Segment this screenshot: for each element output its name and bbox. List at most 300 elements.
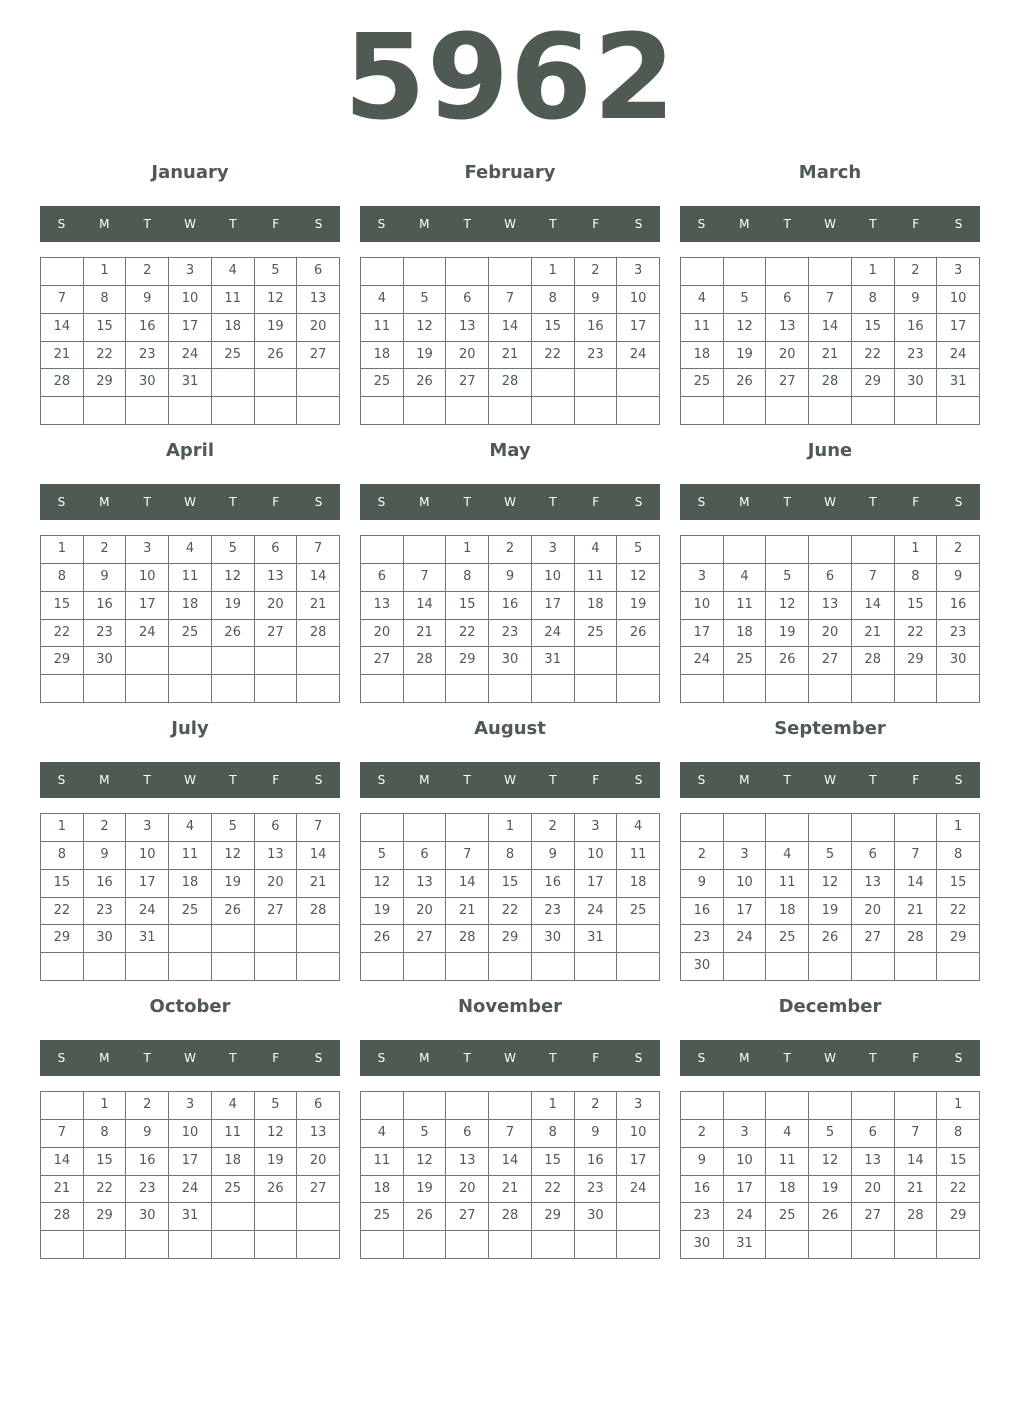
empty-cell [852, 1231, 895, 1259]
day-cell: 11 [169, 842, 212, 870]
day-cell: 23 [937, 620, 980, 648]
weekday-label: F [272, 1051, 280, 1065]
day-cell: 2 [84, 536, 127, 564]
empty-cell [361, 1231, 404, 1259]
empty-cell [446, 675, 489, 703]
day-cell: 6 [255, 814, 298, 842]
empty-cell [297, 953, 340, 981]
day-cell: 16 [84, 592, 127, 620]
day-cell: 21 [41, 342, 84, 370]
empty-cell [766, 258, 809, 286]
day-cell: 24 [169, 342, 212, 370]
day-cell: 18 [169, 592, 212, 620]
empty-cell [532, 675, 575, 703]
day-cell: 29 [937, 1203, 980, 1231]
weekday-label: T [463, 1051, 471, 1065]
weekday-label: W [504, 1051, 516, 1065]
day-cell: 18 [724, 620, 767, 648]
day-cell: 30 [937, 647, 980, 675]
empty-cell [255, 1203, 298, 1231]
empty-cell [169, 953, 212, 981]
day-cell: 22 [852, 342, 895, 370]
empty-cell [169, 397, 212, 425]
day-grid [40, 813, 340, 981]
weekday-label: S [314, 217, 323, 231]
empty-cell [681, 1092, 724, 1120]
day-cell: 3 [617, 258, 660, 286]
day-cell: 11 [212, 286, 255, 314]
day-cell: 3 [617, 1092, 660, 1120]
empty-cell [766, 397, 809, 425]
weekday-label: S [954, 495, 963, 509]
empty-cell [617, 675, 660, 703]
day-cell: 3 [532, 536, 575, 564]
weekday-label: T [549, 217, 557, 231]
day-cell: 13 [255, 842, 298, 870]
day-cell: 22 [532, 1176, 575, 1204]
day-cell: 13 [446, 1148, 489, 1176]
day-cell: 15 [41, 870, 84, 898]
empty-cell [895, 675, 938, 703]
day-cell: 22 [895, 620, 938, 648]
weekday-label: M [99, 217, 110, 231]
empty-cell [297, 647, 340, 675]
day-cell: 12 [724, 314, 767, 342]
day-cell: 20 [446, 342, 489, 370]
empty-cell [766, 953, 809, 981]
day-cell: 17 [575, 870, 618, 898]
weekday-label: M [419, 217, 430, 231]
day-cell: 27 [446, 1203, 489, 1231]
day-cell: 6 [766, 286, 809, 314]
empty-cell [895, 397, 938, 425]
empty-cell [404, 536, 447, 564]
day-cell: 21 [809, 342, 852, 370]
day-cell: 22 [41, 620, 84, 648]
day-cell: 13 [852, 870, 895, 898]
empty-cell [937, 1231, 980, 1259]
weekday-label: W [184, 217, 196, 231]
day-cell: 22 [937, 898, 980, 926]
day-cell: 23 [575, 1176, 618, 1204]
day-cell: 12 [361, 870, 404, 898]
day-cell: 10 [126, 842, 169, 870]
day-cell: 18 [617, 870, 660, 898]
day-cell: 11 [766, 870, 809, 898]
day-cell: 5 [617, 536, 660, 564]
weekday-header [680, 484, 980, 520]
day-cell: 11 [212, 1120, 255, 1148]
day-cell: 27 [852, 925, 895, 953]
empty-cell [489, 1231, 532, 1259]
empty-cell [724, 397, 767, 425]
day-cell: 25 [575, 620, 618, 648]
weekday-label: S [314, 1051, 323, 1065]
empty-cell [575, 397, 618, 425]
day-cell: 12 [255, 286, 298, 314]
day-cell: 7 [895, 842, 938, 870]
weekday-label: T [869, 217, 877, 231]
day-cell: 30 [489, 647, 532, 675]
day-cell: 29 [84, 1203, 127, 1231]
day-cell: 30 [126, 369, 169, 397]
weekday-label: T [229, 1051, 237, 1065]
day-cell: 22 [84, 342, 127, 370]
day-cell: 9 [575, 286, 618, 314]
empty-cell [126, 1231, 169, 1259]
day-cell: 11 [724, 592, 767, 620]
day-grid [360, 1091, 660, 1259]
day-cell: 3 [937, 258, 980, 286]
empty-cell [809, 397, 852, 425]
day-cell: 12 [404, 1148, 447, 1176]
day-cell: 1 [41, 814, 84, 842]
empty-cell [809, 536, 852, 564]
weekday-label: T [783, 495, 791, 509]
day-cell: 11 [361, 314, 404, 342]
day-cell: 6 [297, 1092, 340, 1120]
day-cell: 2 [681, 842, 724, 870]
day-cell: 26 [255, 1176, 298, 1204]
weekday-label: W [184, 1051, 196, 1065]
empty-cell [766, 536, 809, 564]
weekday-label: T [783, 1051, 791, 1065]
empty-cell [895, 953, 938, 981]
month-name: November [457, 996, 563, 1017]
day-cell: 1 [84, 258, 127, 286]
day-cell: 13 [361, 592, 404, 620]
day-cell: 2 [575, 258, 618, 286]
day-cell: 10 [617, 1120, 660, 1148]
empty-cell [404, 675, 447, 703]
day-cell: 5 [809, 842, 852, 870]
weekday-label: T [143, 217, 151, 231]
day-cell: 18 [361, 1176, 404, 1204]
day-cell: 16 [489, 592, 532, 620]
day-cell: 19 [361, 898, 404, 926]
day-cell: 10 [575, 842, 618, 870]
day-cell: 4 [766, 842, 809, 870]
empty-cell [937, 953, 980, 981]
day-cell: 4 [361, 1120, 404, 1148]
day-cell: 29 [489, 925, 532, 953]
weekday-label: W [824, 773, 836, 787]
day-cell: 21 [489, 1176, 532, 1204]
day-cell: 7 [41, 1120, 84, 1148]
day-cell: 24 [724, 1203, 767, 1231]
weekday-label: T [463, 217, 471, 231]
day-cell: 15 [84, 1148, 127, 1176]
empty-cell [617, 925, 660, 953]
day-cell: 1 [446, 536, 489, 564]
day-cell: 25 [361, 369, 404, 397]
empty-cell [724, 675, 767, 703]
day-cell: 26 [617, 620, 660, 648]
day-cell: 6 [404, 842, 447, 870]
day-cell: 1 [937, 814, 980, 842]
empty-cell [255, 675, 298, 703]
empty-cell [532, 1231, 575, 1259]
day-cell: 17 [126, 592, 169, 620]
empty-cell [724, 258, 767, 286]
empty-cell [446, 397, 489, 425]
day-cell: 16 [681, 898, 724, 926]
day-cell: 31 [169, 1203, 212, 1231]
day-cell: 10 [126, 564, 169, 592]
day-cell: 18 [766, 1176, 809, 1204]
day-cell: 1 [41, 536, 84, 564]
day-cell: 2 [126, 1092, 169, 1120]
day-cell: 24 [169, 1176, 212, 1204]
empty-cell [404, 258, 447, 286]
empty-cell [297, 1231, 340, 1259]
empty-cell [212, 647, 255, 675]
day-cell: 26 [766, 647, 809, 675]
empty-cell [84, 953, 127, 981]
empty-cell [84, 397, 127, 425]
day-cell: 11 [617, 842, 660, 870]
day-cell: 25 [169, 620, 212, 648]
day-cell: 19 [617, 592, 660, 620]
empty-cell [575, 369, 618, 397]
empty-cell [446, 1092, 489, 1120]
day-cell: 7 [297, 536, 340, 564]
day-cell: 29 [41, 925, 84, 953]
weekday-label: W [824, 217, 836, 231]
day-cell: 9 [937, 564, 980, 592]
day-cell: 17 [169, 314, 212, 342]
day-cell: 31 [126, 925, 169, 953]
empty-cell [489, 1092, 532, 1120]
day-cell: 4 [212, 258, 255, 286]
empty-cell [169, 675, 212, 703]
day-cell: 18 [575, 592, 618, 620]
day-cell: 12 [617, 564, 660, 592]
day-cell: 20 [255, 592, 298, 620]
weekday-header [40, 1040, 340, 1076]
empty-cell [361, 536, 404, 564]
day-cell: 22 [937, 1176, 980, 1204]
day-cell: 10 [169, 286, 212, 314]
weekday-label: S [954, 217, 963, 231]
day-cell: 26 [212, 898, 255, 926]
empty-cell [617, 647, 660, 675]
day-cell: 11 [766, 1148, 809, 1176]
day-cell: 28 [446, 925, 489, 953]
weekday-label: S [57, 217, 66, 231]
day-cell: 6 [809, 564, 852, 592]
weekday-label: S [954, 1051, 963, 1065]
day-cell: 19 [809, 1176, 852, 1204]
day-cell: 25 [681, 369, 724, 397]
empty-cell [212, 397, 255, 425]
day-cell: 17 [724, 1176, 767, 1204]
day-cell: 24 [937, 342, 980, 370]
day-cell: 30 [681, 1231, 724, 1259]
day-cell: 11 [681, 314, 724, 342]
day-cell: 19 [212, 592, 255, 620]
day-cell: 5 [361, 842, 404, 870]
day-cell: 26 [255, 342, 298, 370]
weekday-header [360, 484, 660, 520]
empty-cell [255, 397, 298, 425]
day-cell: 17 [126, 870, 169, 898]
day-grid [40, 1091, 340, 1259]
day-cell: 21 [297, 870, 340, 898]
day-cell: 15 [489, 870, 532, 898]
day-cell: 5 [255, 258, 298, 286]
empty-cell [169, 647, 212, 675]
day-grid [40, 257, 340, 425]
day-cell: 25 [617, 898, 660, 926]
weekday-label: T [549, 773, 557, 787]
day-cell: 19 [255, 314, 298, 342]
day-cell: 14 [404, 592, 447, 620]
empty-cell [681, 397, 724, 425]
day-cell: 16 [126, 314, 169, 342]
weekday-label: M [739, 1051, 750, 1065]
weekday-label: F [592, 495, 600, 509]
day-cell: 14 [41, 1148, 84, 1176]
day-cell: 6 [852, 1120, 895, 1148]
empty-cell [532, 369, 575, 397]
weekday-label: S [954, 773, 963, 787]
empty-cell [617, 397, 660, 425]
day-cell: 14 [489, 314, 532, 342]
day-cell: 20 [766, 342, 809, 370]
day-cell: 19 [766, 620, 809, 648]
empty-cell [212, 953, 255, 981]
weekday-label: S [377, 773, 386, 787]
day-cell: 25 [169, 898, 212, 926]
weekday-header [40, 206, 340, 242]
day-cell: 29 [532, 1203, 575, 1231]
day-cell: 22 [446, 620, 489, 648]
weekday-label: T [143, 495, 151, 509]
weekday-label: F [912, 217, 920, 231]
day-cell: 23 [126, 342, 169, 370]
day-cell: 15 [84, 314, 127, 342]
empty-cell [404, 1231, 447, 1259]
day-cell: 28 [489, 369, 532, 397]
month-name: August [474, 718, 546, 739]
day-cell: 18 [766, 898, 809, 926]
day-cell: 6 [361, 564, 404, 592]
day-cell: 5 [212, 536, 255, 564]
weekday-label: F [272, 217, 280, 231]
day-cell: 23 [681, 1203, 724, 1231]
day-cell: 22 [532, 342, 575, 370]
day-cell: 27 [766, 369, 809, 397]
day-cell: 22 [84, 1176, 127, 1204]
day-cell: 2 [84, 814, 127, 842]
empty-cell [446, 258, 489, 286]
day-cell: 21 [297, 592, 340, 620]
weekday-header [40, 484, 340, 520]
empty-cell [852, 953, 895, 981]
weekday-header [680, 1040, 980, 1076]
empty-cell [895, 1231, 938, 1259]
empty-cell [852, 675, 895, 703]
empty-cell [212, 675, 255, 703]
day-cell: 24 [681, 647, 724, 675]
weekday-label: T [229, 495, 237, 509]
empty-cell [937, 397, 980, 425]
empty-cell [41, 397, 84, 425]
day-cell: 14 [41, 314, 84, 342]
empty-cell [681, 814, 724, 842]
day-cell: 3 [169, 258, 212, 286]
day-cell: 22 [41, 898, 84, 926]
day-cell: 15 [937, 1148, 980, 1176]
weekday-label: S [634, 773, 643, 787]
day-cell: 29 [446, 647, 489, 675]
day-cell: 25 [212, 1176, 255, 1204]
day-cell: 11 [361, 1148, 404, 1176]
day-cell: 24 [126, 898, 169, 926]
day-cell: 14 [297, 842, 340, 870]
empty-cell [766, 814, 809, 842]
empty-cell [575, 675, 618, 703]
day-cell: 9 [126, 1120, 169, 1148]
day-cell: 19 [809, 898, 852, 926]
day-cell: 2 [575, 1092, 618, 1120]
day-cell: 10 [169, 1120, 212, 1148]
day-cell: 31 [724, 1231, 767, 1259]
empty-cell [212, 925, 255, 953]
day-cell: 29 [937, 925, 980, 953]
empty-cell [575, 647, 618, 675]
weekday-label: M [99, 1051, 110, 1065]
weekday-label: F [912, 1051, 920, 1065]
empty-cell [297, 1203, 340, 1231]
empty-cell [212, 369, 255, 397]
day-cell: 2 [126, 258, 169, 286]
day-grid [40, 535, 340, 703]
day-cell: 8 [937, 842, 980, 870]
day-cell: 18 [361, 342, 404, 370]
day-cell: 15 [532, 314, 575, 342]
empty-cell [895, 814, 938, 842]
day-cell: 7 [852, 564, 895, 592]
day-cell: 25 [766, 925, 809, 953]
empty-cell [404, 814, 447, 842]
day-cell: 17 [937, 314, 980, 342]
empty-cell [361, 675, 404, 703]
empty-cell [724, 536, 767, 564]
empty-cell [297, 925, 340, 953]
day-cell: 16 [575, 314, 618, 342]
day-cell: 20 [255, 870, 298, 898]
day-cell: 26 [212, 620, 255, 648]
weekday-label: T [229, 217, 237, 231]
day-cell: 20 [852, 898, 895, 926]
day-cell: 3 [724, 842, 767, 870]
day-cell: 30 [681, 953, 724, 981]
empty-cell [404, 953, 447, 981]
weekday-label: M [419, 495, 430, 509]
month-name: February [464, 162, 556, 183]
day-cell: 20 [361, 620, 404, 648]
day-cell: 3 [724, 1120, 767, 1148]
day-cell: 28 [489, 1203, 532, 1231]
day-grid [360, 535, 660, 703]
day-cell: 8 [84, 1120, 127, 1148]
empty-cell [532, 953, 575, 981]
weekday-label: W [824, 495, 836, 509]
empty-cell [681, 675, 724, 703]
day-cell: 23 [575, 342, 618, 370]
